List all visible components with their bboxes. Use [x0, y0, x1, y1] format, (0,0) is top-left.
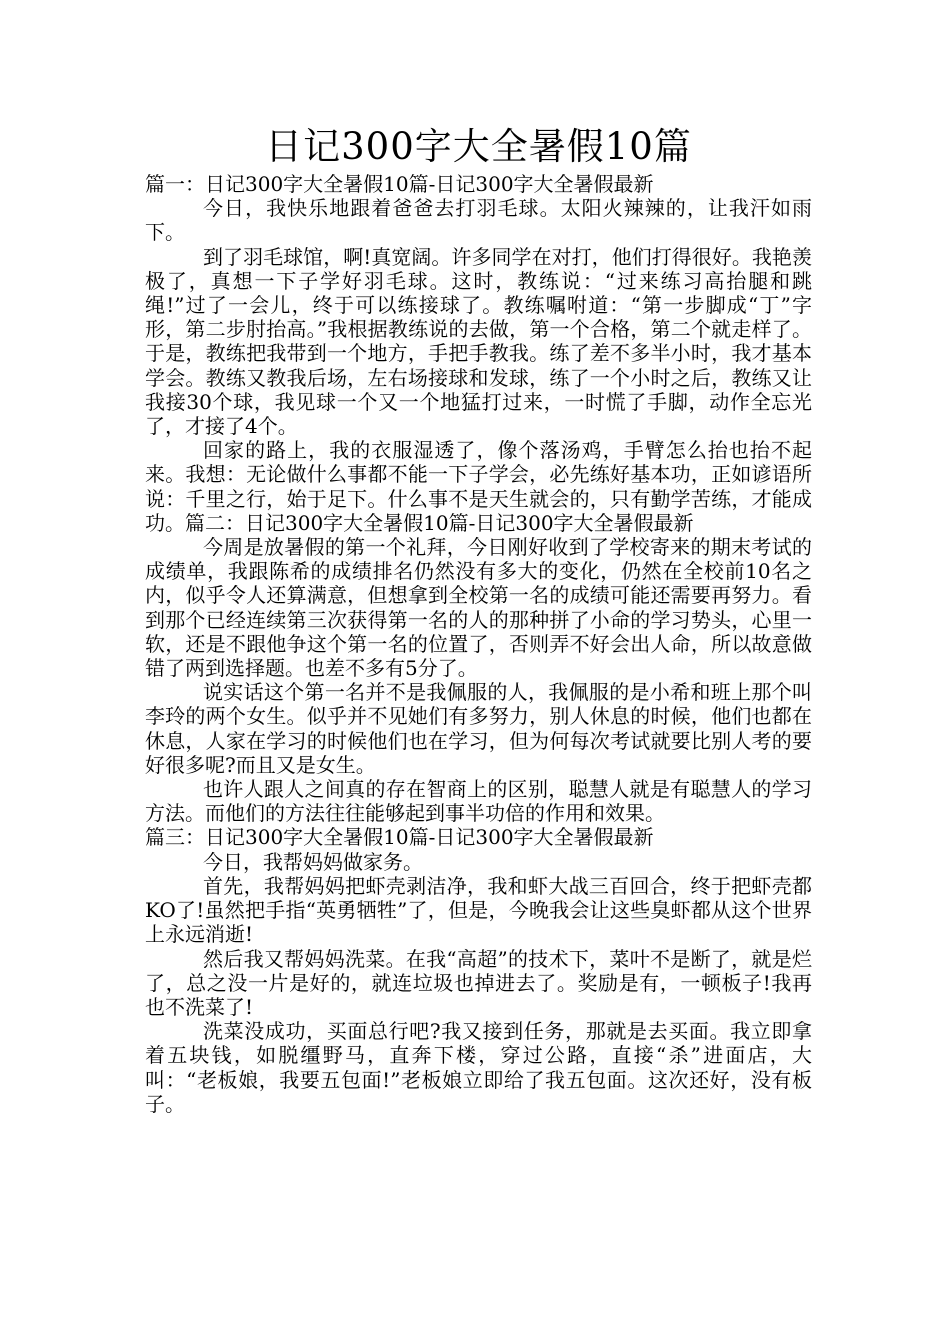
- paragraph: 到了羽毛球馆，啊!真宽阔。许多同学在对打，他们打得很好。我艳羡极了，真想一下子学好羽毛球。这时，教练说：“过来练习高抬腿和跳绳!”过了一会儿，终于可以练接球了。教练嘱咐道：“第一步脚成“丁”字形，第二步肘抬高。”我根据教练说的去做，第一个合格，第二个就走样了。于是，教练把我带到一个地方，手把手教我。练了差不多半小时，我才基本学会。教练又教我后场，左右场接球和发球，练了一个小时之后，教练又让我接30个球，我见球一个又一个地猛打过来，一时慌了手脚，动作全忘光了，才接了4个。: [145, 244, 812, 439]
- paragraph: 然后我又帮妈妈洗菜。在我“高超”的技术下，菜叶不是断了，就是烂了，总之没一片是好的，就连垃圾也掉进去了。奖励是有，一顿板子!我再也不洗菜了!: [145, 946, 812, 1019]
- document-title: 日记300字大全暑假10篇: [265, 125, 692, 168]
- paragraph: 篇一：日记300字大全暑假10篇-日记300字大全暑假最新: [145, 172, 654, 196]
- document-page: [145, 122, 812, 1116]
- paragraph: 首先，我帮妈妈把虾壳剥洁净，我和虾大战三百回合，终于把虾壳都KO了!虽然把手指“英勇牺牲”了，但是，今晚我会让这些臭虾都从这个世界上永远消逝!: [145, 873, 812, 947]
- paragraph: 篇三：日记300字大全暑假10篇-日记300字大全暑假最新: [145, 825, 654, 850]
- paragraph: 洗菜没成功，买面总行吧?我又接到任务，那就是去买面。我立即拿着五块钱，如脱缰野马，直奔下楼，穿过公路，直接“杀”进面店，大叫：“老板娘，我要五包面!”老板娘立即给了我五包面。这次还好，没有板子。: [145, 1019, 812, 1116]
- paragraph: 今周是放暑假的第一个礼拜，今日刚好收到了学校寄来的期末考试的成绩单，我跟陈希的成绩排名仍然没有多大的变化，仍然在全校前10名之内，似乎令人还算满意，但想拿到全校第一名的成绩可能还需要再努力。看到那个已经连续第三次获得第一名的人的那种拼了小命的学习势头，心里一软，还是不跟他争这个第一名的位置了，否则弄不好会出人命，所以故意做错了两到选择题。也差不多有5分了。: [145, 535, 812, 681]
- paragraph: 今日，我帮妈妈做家务。: [203, 849, 423, 874]
- paragraph: 也许人跟人之间真的存在智商上的区别，聪慧人就是有聪慧人的学习方法。而他们的方法往往能够起到事半功倍的作用和效果。: [145, 777, 812, 826]
- document-body: [145, 172, 812, 1116]
- paragraph: 说实话这个第一名并不是我佩服的人，我佩服的是小希和班上那个叫李玲的两个女生。似乎并不见她们有多努力，别人休息的时候，他们也都在休息，人家在学习的时候他们也在学习，但为何每次考试就要比别人考的要好很多呢?而且又是女生。: [145, 680, 812, 777]
- paragraph: 今日，我快乐地跟着爸爸去打羽毛球。太阳火辣辣的，让我汗如雨下。: [145, 196, 812, 245]
- paragraph: 回家的路上，我的衣服湿透了，像个落汤鸡，手臂怎么抬也抬不起来。我想：无论做什么事都不能一下子学会，必先练好基本功，正如谚语所说：千里之行，始于足下。什么事不是天生就会的，只有勤学苦练，才能成功。篇二：日记300字大全暑假10篇-日记300字大全暑假最新: [145, 438, 812, 535]
